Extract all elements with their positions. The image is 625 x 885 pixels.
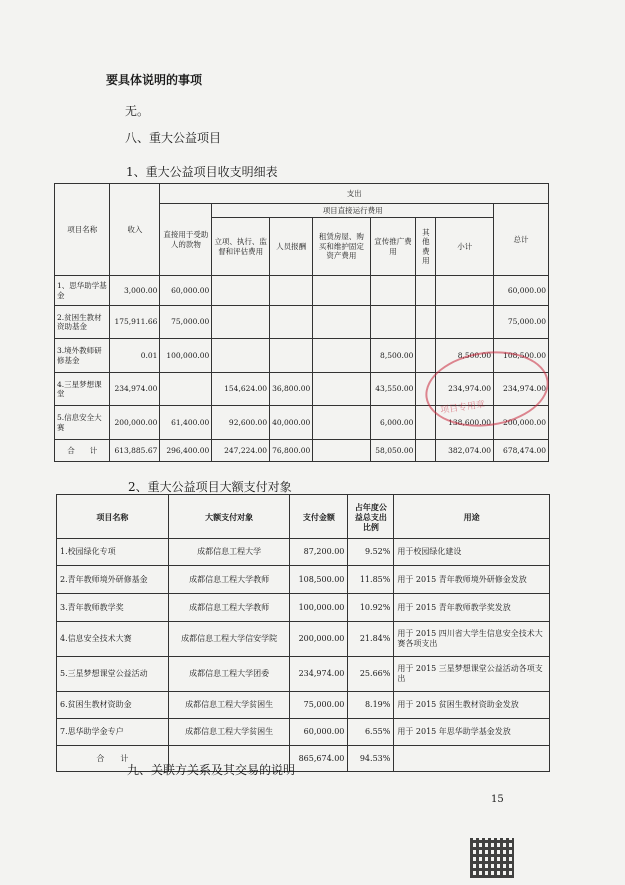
header-staff: 人员报酬 bbox=[270, 218, 313, 276]
t2-header-name: 项目名称 bbox=[57, 495, 169, 539]
t2-header-target: 大额支付对象 bbox=[168, 495, 290, 539]
table-row: 1、思华助学基金 3,000.00 60,000.00 60,000.00 bbox=[55, 276, 549, 306]
t2-header-purpose: 用途 bbox=[394, 495, 550, 539]
table-row: 1.校园绿化专项 成都信息工程大学 87,200.00 9.52% 用于校园绿化建设 bbox=[57, 539, 550, 566]
t2-header-amount: 支付金额 bbox=[290, 495, 348, 539]
table-row: 5.信息安全大赛 200,000.00 61,400.00 92,600.00 40,000.00 6,000.00 138,600.00 200,000.00 bbox=[55, 406, 549, 440]
table-row: 2.青年教师境外研修基金 成都信息工程大学教师 108,500.00 11.85% 用于 2015 青年教师境外研修金发放 bbox=[57, 566, 550, 594]
header-income: 收入 bbox=[110, 184, 160, 276]
header-subtotal: 小计 bbox=[436, 218, 494, 276]
none-text: 无。 bbox=[125, 104, 150, 118]
section-text: 要具体说明的事项 bbox=[106, 73, 203, 87]
table-total-row: 合 计 613,885.67 296,400.00 247,224.00 76,800.00 58,050.00 382,074.00 678,474.00 bbox=[55, 440, 549, 462]
header-promo: 宣传推广费用 bbox=[370, 218, 416, 276]
header-name: 项目名称 bbox=[55, 184, 110, 276]
table-row: 5.三星梦想课堂公益活动 成都信息工程大学团委 234,974.00 25.66% 用于 2015 三星梦想课堂公益活动各项支出 bbox=[57, 657, 550, 692]
header-expense: 支出 bbox=[160, 184, 549, 204]
t2-header-ratio: 占年度公益总支出比例 bbox=[348, 495, 394, 539]
header-setup: 立项、执行、监督和评估费用 bbox=[212, 218, 270, 276]
header-rent: 租赁房屋、购买和维护固定资产费用 bbox=[313, 218, 370, 276]
table-row: 7.思华助学金专户 成都信息工程大学贫困生 60,000.00 6.55% 用于 2015 年思华助学基金发放 bbox=[57, 719, 550, 746]
table-row: 4.信息安全技术大赛 成都信息工程大学信安学院 200,000.00 21.84% 用于 2015 四川省大学生信息安全技术大赛各项支出 bbox=[57, 622, 550, 657]
table-row: 3.境外教师研修基金 0.01 100,000.00 8,500.00 8,500.00 108,500.00 bbox=[55, 339, 549, 373]
subheading-income-expense: 1、重大公益项目收支明细表 bbox=[126, 165, 278, 179]
heading-related-parties: 九、关联方关系及其交易的说明 bbox=[127, 763, 296, 777]
qr-code-icon bbox=[470, 838, 514, 878]
page-number: 15 bbox=[491, 794, 504, 805]
subheading-large-payments: 2、重大公益项目大额支付对象 bbox=[128, 480, 292, 494]
heading-major-projects: 八、重大公益项目 bbox=[125, 131, 222, 145]
header-direct: 直接用于受助人的款物 bbox=[160, 204, 212, 276]
seal-stamp-text: 项目专用章 bbox=[439, 399, 486, 417]
table-row: 2.贫困生教材资助基金 175,911.66 75,000.00 75,000.00 bbox=[55, 306, 549, 339]
table-row: 6.贫困生教材资助金 成都信息工程大学贫困生 75,000.00 8.19% 用于 2015 贫困生教材资助金发放 bbox=[57, 692, 550, 719]
header-total: 总计 bbox=[494, 204, 549, 276]
table-total-row: 合 计 865,674.00 94.53% bbox=[57, 746, 550, 772]
table-row: 4.三星梦想课堂 234,974.00 154,624.00 36,800.00 43,550.00 234,974.00 234,974.00 bbox=[55, 373, 549, 406]
header-other: 其他费用 bbox=[416, 218, 436, 276]
large-payments-table bbox=[56, 494, 550, 772]
table-row: 3.青年教师教学奖 成都信息工程大学教师 100,000.00 10.92% 用于 2015 青年教师教学奖发放 bbox=[57, 594, 550, 622]
header-running: 项目直接运行费用 bbox=[212, 204, 494, 218]
